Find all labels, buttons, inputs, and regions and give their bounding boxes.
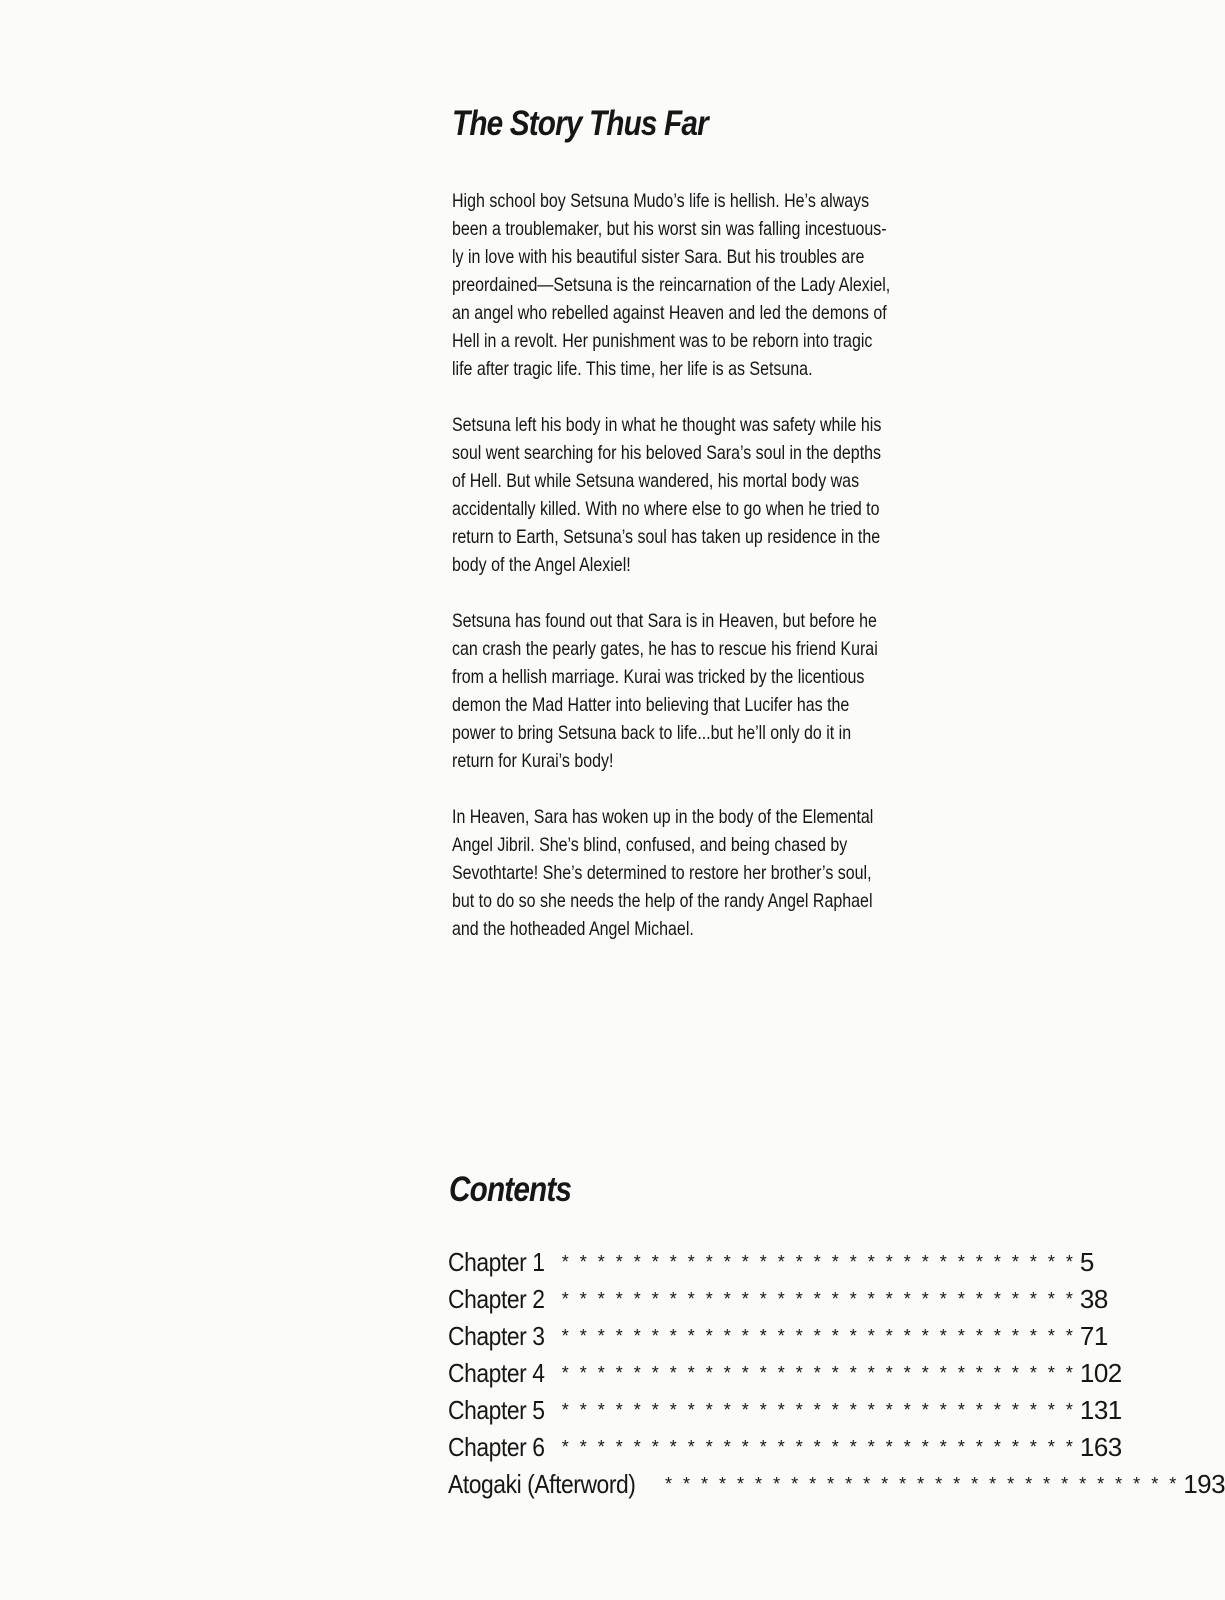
story-paragraph-3 <box>452 607 971 775</box>
story-paragraph-4 <box>452 803 966 943</box>
toc-page: 102 <box>1079 1358 1122 1388</box>
toc-leader: * * * * * * * * * * * * * * * * * * * * * * * * * * * * * <box>665 1474 1180 1494</box>
toc-entry <box>448 1318 1108 1355</box>
toc-entry <box>448 1355 1122 1392</box>
text-line: but to do so she needs the help of the randy Angel Raphael <box>452 890 873 912</box>
text-line: of Hell. But while Setsuna wandered, his mortal body was <box>452 470 860 492</box>
toc-label: Chapter 4 <box>448 1358 545 1388</box>
toc-label: Chapter 1 <box>448 1247 545 1277</box>
contents-title: Contents <box>449 1170 572 1209</box>
text-line: can crash the pearly gates, he has to rescue his friend Kurai <box>452 638 878 660</box>
toc-page: 38 <box>1079 1284 1108 1314</box>
toc-label: Chapter 5 <box>448 1395 545 1425</box>
text-line: life after tragic life. This time, her life is as Setsuna. <box>452 358 813 380</box>
toc-page: 71 <box>1079 1321 1108 1351</box>
text-line: Angel Jibril. She’s blind, confused, and being chased by <box>452 834 848 856</box>
toc-leader: * * * * * * * * * * * * * * * * * * * * * * * * * * * * * <box>561 1289 1076 1309</box>
story-title: The Story Thus Far <box>452 104 708 143</box>
text-line: accidentally killed. With no where else to go when he tried to <box>452 498 880 520</box>
toc-label: Chapter 6 <box>448 1432 545 1462</box>
text-line: an angel who rebelled against Heaven and led the demons of <box>452 302 887 324</box>
text-line: from a hellish marriage. Kurai was tricked by the licentious <box>452 666 865 688</box>
toc-leader: * * * * * * * * * * * * * * * * * * * * * * * * * * * * * <box>561 1252 1076 1272</box>
table-of-contents <box>448 1244 1225 1503</box>
toc-label: Atogaki (Afterword) <box>448 1469 636 1499</box>
toc-page: 5 <box>1079 1247 1094 1277</box>
text-line: and the hotheaded Angel Michael. <box>452 918 694 940</box>
text-line: Hell in a revolt. Her punishment was to be reborn into tragic <box>452 330 873 352</box>
toc-entry <box>448 1392 1122 1429</box>
story-paragraph-1 <box>452 187 986 383</box>
text-line: Setsuna has found out that Sara is in Heaven, but before he <box>452 610 877 632</box>
toc-leader: * * * * * * * * * * * * * * * * * * * * * * * * * * * * * <box>561 1437 1076 1457</box>
toc-entry <box>448 1429 1122 1466</box>
toc-leader: * * * * * * * * * * * * * * * * * * * * * * * * * * * * * <box>561 1400 1076 1420</box>
toc-label: Chapter 2 <box>448 1284 545 1314</box>
text-line: been a troublemaker, but his worst sin was falling incestuous- <box>452 218 887 240</box>
toc-leader: * * * * * * * * * * * * * * * * * * * * * * * * * * * * * <box>561 1326 1076 1346</box>
text-line: return for Kurai’s body! <box>452 750 614 772</box>
text-line: demon the Mad Hatter into believing that Lucifer has the <box>452 694 850 716</box>
toc-page: 131 <box>1079 1395 1122 1425</box>
text-line: preordained—Setsuna is the reincarnation of the Lady Alexiel, <box>452 274 891 296</box>
text-line: In Heaven, Sara has woken up in the body of the Elemental <box>452 806 874 828</box>
text-line: High school boy Setsuna Mudo’s life is hellish. He’s always <box>452 190 870 212</box>
text-line: return to Earth, Setsuna’s soul has taken up residence in the <box>452 526 881 548</box>
toc-label: Chapter 3 <box>448 1321 545 1351</box>
text-line: soul went searching for his beloved Sara’s soul in the depths <box>452 442 882 464</box>
toc-page: 193 <box>1183 1469 1225 1499</box>
toc-page: 163 <box>1079 1432 1122 1462</box>
text-line: Setsuna left his body in what he thought was safety while his <box>452 414 882 436</box>
story-paragraph-2 <box>452 411 976 579</box>
toc-entry <box>448 1281 1108 1318</box>
text-line: power to bring Setsuna back to life...but he’ll only do it in <box>452 722 852 744</box>
toc-entry <box>448 1244 1094 1281</box>
text-line: Sevothtarte! She’s determined to restore her brother’s soul, <box>452 862 872 884</box>
text-line: ly in love with his beautiful sister Sara. But his troubles are <box>452 246 865 268</box>
toc-entry <box>448 1466 1225 1503</box>
text-line: body of the Angel Alexiel! <box>452 554 631 576</box>
toc-leader: * * * * * * * * * * * * * * * * * * * * * * * * * * * * * <box>561 1363 1076 1383</box>
